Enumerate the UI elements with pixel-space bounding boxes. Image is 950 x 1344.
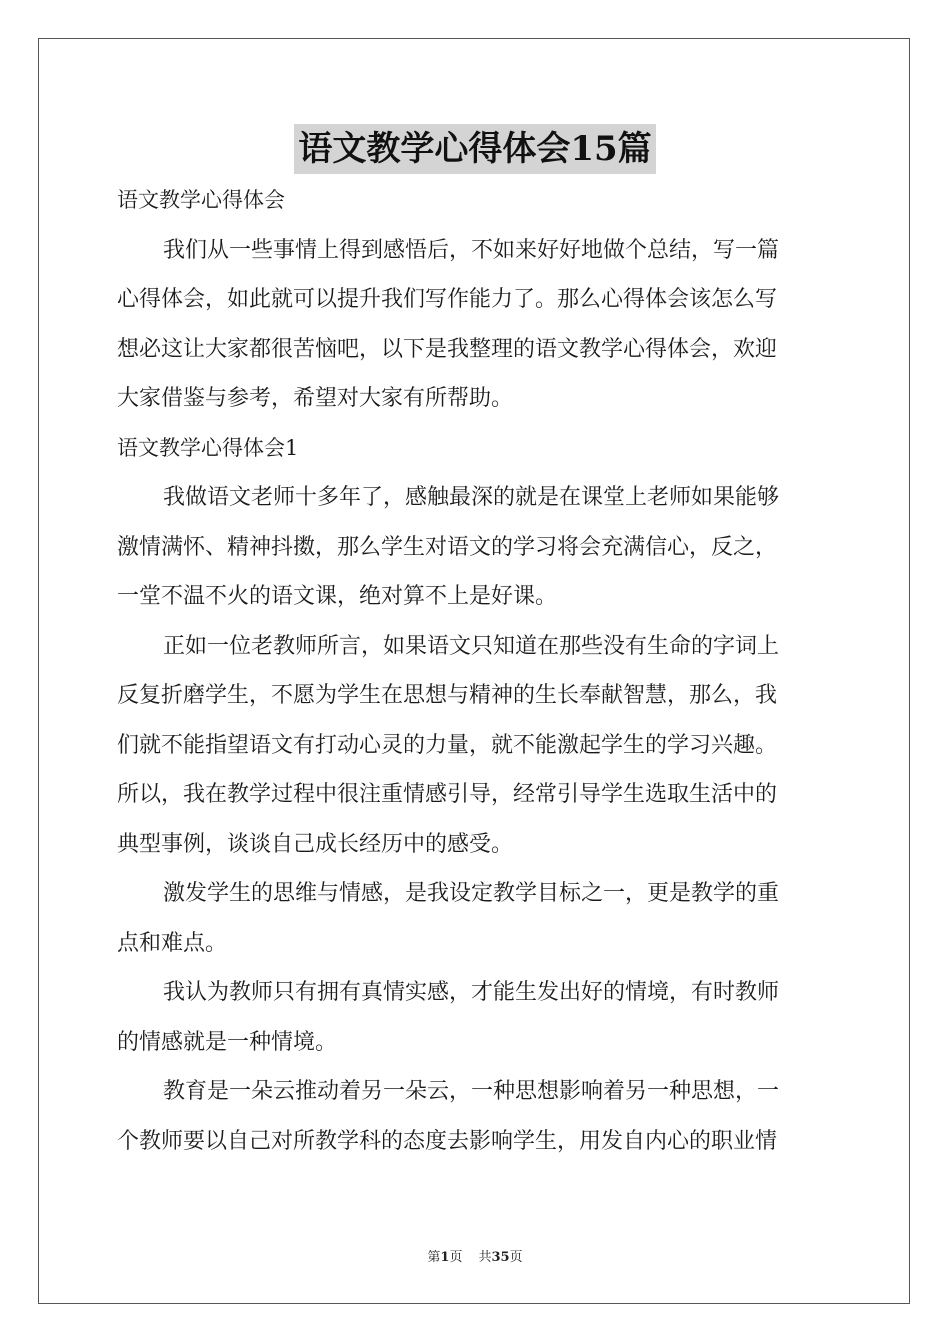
footer-page-suffix: 页	[449, 1250, 463, 1265]
paragraph-line: 一堂不温不火的语文课，绝对算不上是好课。	[117, 584, 558, 609]
footer-page-prefix: 第	[427, 1250, 441, 1265]
paragraph-line: 个教师要以自己对所教学科的态度去影响学生，用发自内心的职业情	[117, 1128, 778, 1154]
paragraph-line: 反复折磨学生，不愿为学生在思想与精神的生长奉献智慧，那么，我	[117, 683, 778, 708]
paragraph-line: 教育是一朵云推动着另一朵云，一种思想影响着另一种思想，一	[163, 1079, 780, 1104]
footer-total-pages: 35	[491, 1250, 510, 1265]
footer-total-suffix: 页	[509, 1250, 523, 1265]
section-heading: 语文教学心得体会1	[117, 435, 299, 460]
paragraph-line: 们就不能指望语文有打动心灵的力量，就不能激起学生的学习兴趣。	[117, 732, 778, 758]
paragraph-line: 我认为教师只有拥有真情实感，才能生发出好的情境，有时教师	[163, 980, 780, 1005]
title-container	[0, 124, 950, 174]
paragraph-line: 激发学生的思维与情感，是我设定教学目标之一，更是教学的重	[163, 881, 780, 906]
paragraph-line: 大家借鉴与参考，希望对大家有所帮助。	[117, 386, 514, 411]
page-footer	[0, 1248, 950, 1268]
section-heading: 语文教学心得体会	[117, 188, 285, 212]
paragraph-line: 我做语文老师十多年了，感触最深的就是在课堂上老师如果能够	[163, 485, 780, 510]
paragraph-line: 所以，我在教学过程中很注重情感引导，经常引导学生选取生活中的	[117, 782, 778, 807]
paragraph-line: 正如一位老教师所言，如果语文只知道在那些没有生命的字词上	[163, 633, 780, 659]
paragraph-line: 典型事例，谈谈自己成长经历中的感受。	[117, 831, 514, 857]
paragraph-line: 我们从一些事情上得到感悟后，不如来好好地做个总结，写一篇	[163, 237, 780, 263]
document-body	[117, 176, 835, 1166]
document-title: 语文教学心得体会15篇	[294, 124, 655, 174]
paragraph-line: 点和难点。	[117, 930, 228, 956]
paragraph-line: 心得体会，如此就可以提升我们写作能力了。那么心得体会该怎么写	[117, 287, 778, 312]
paragraph-line: 的情感就是一种情境。	[117, 1029, 338, 1055]
paragraph-line: 想必这让大家都很苦恼吧，以下是我整理的语文教学心得体会，欢迎	[117, 336, 778, 362]
footer-page-number: 1	[440, 1250, 450, 1265]
footer-total-prefix: 共	[478, 1250, 492, 1265]
paragraph-line: 激情满怀、精神抖擞，那么学生对语文的学习将会充满信心，反之，	[117, 534, 778, 560]
